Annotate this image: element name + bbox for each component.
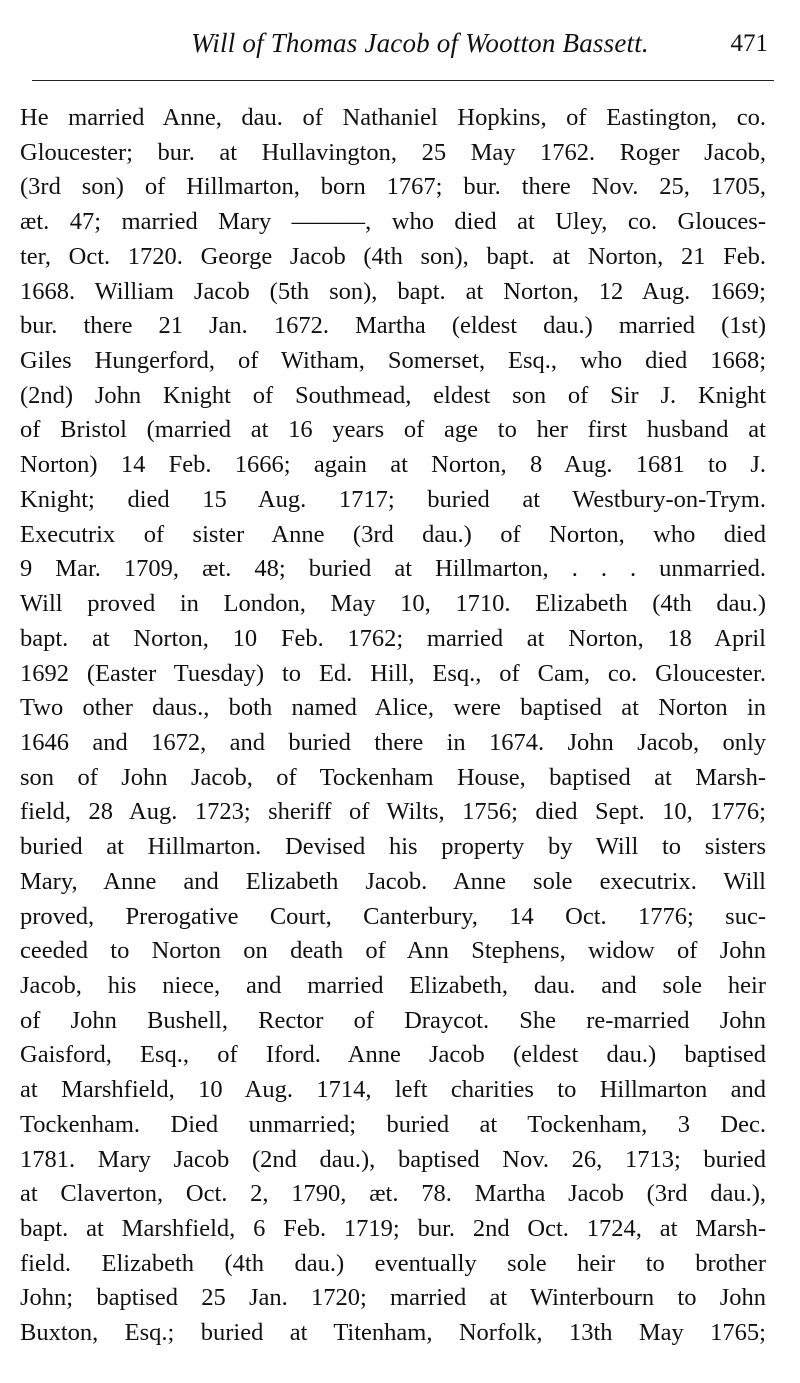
text-line: Giles Hungerford, of Witham, Somerset, Esq., who died 1668;: [20, 347, 766, 375]
running-head: [30, 22, 780, 66]
text-line: bur. there 21 Jan. 1672. Martha (eldest dau.) married (1st): [20, 312, 766, 340]
text-line: Jacob, his niece, and married Elizabeth, dau. and sole heir: [20, 971, 766, 999]
page-number: 471: [730, 30, 768, 57]
text-line: 9 Mar. 1709, æt. 48; buried at Hillmarton, . . . unmarried.: [20, 555, 766, 583]
text-line: Norton) 14 Feb. 1666; again at Norton, 8 Aug. 1681 to J.: [20, 451, 766, 479]
text-line: Mary, Anne and Elizabeth Jacob. Anne sole executrix. Will: [20, 867, 766, 895]
text-line: son of John Jacob, of Tockenham House, baptised at Marsh-: [20, 763, 766, 791]
text-line: Gloucester; bur. at Hullavington, 25 May 1762. Roger Jacob,: [20, 138, 766, 166]
text-line: Buxton, Esq.; buried at Titenham, Norfolk, 13th May 1765;: [20, 1319, 766, 1347]
text-line: ceeded to Norton on death of Ann Stephens, widow of John: [20, 937, 766, 965]
text-line: at Claverton, Oct. 2, 1790, æt. 78. Martha Jacob (3rd dau.),: [20, 1180, 766, 1208]
running-title: Will of Thomas Jacob of Wootton Bassett.: [191, 28, 649, 58]
text-line: bapt. at Norton, 10 Feb. 1762; married at Norton, 18 April: [20, 624, 766, 652]
text-line: Knight; died 15 Aug. 1717; buried at Westbury-on-Trym.: [20, 485, 766, 513]
text-line: (2nd) John Knight of Southmead, eldest son of Sir J. Knight: [20, 381, 766, 409]
text-line: 1692 (Easter Tuesday) to Ed. Hill, Esq., of Cam, co. Gloucester.: [20, 659, 766, 687]
text-line: at Marshfield, 10 Aug. 1714, left charities to Hillmarton and: [20, 1076, 766, 1104]
text-line: bapt. at Marshfield, 6 Feb. 1719; bur. 2nd Oct. 1724, at Marsh-: [20, 1215, 766, 1242]
text-line: ter, Oct. 1720. George Jacob (4th son), bapt. at Norton, 21 Feb.: [20, 242, 766, 270]
text-line: of John Bushell, Rector of Draycot. She re-married John: [20, 1006, 766, 1034]
text-line: Executrix of sister Anne (3rd dau.) of Norton, who died: [20, 520, 766, 548]
text-line: field, 28 Aug. 1723; sheriff of Wilts, 1756; died Sept. 10, 1776;: [20, 798, 766, 826]
text-line: He married Anne, dau. of Nathaniel Hopkins, of Eastington, co.: [20, 104, 766, 131]
body-text: [20, 101, 766, 1351]
text-line: 1781. Mary Jacob (2nd dau.), baptised Nov. 26, 1713; buried: [20, 1145, 766, 1173]
text-line: Two other daus., both named Alice, were baptised at Norton in: [20, 694, 766, 722]
text-line: buried at Hillmarton. Devised his property by Will to sisters: [20, 833, 766, 861]
text-line: 1646 and 1672, and buried there in 1674. John Jacob, only: [20, 728, 766, 756]
text-line: proved, Prerogative Court, Canterbury, 14 Oct. 1776; suc-: [20, 902, 766, 930]
text-line: (3rd son) of Hillmarton, born 1767; bur. there Nov. 25, 1705,: [20, 173, 766, 201]
text-line: æt. 47; married Mary ———, who died at Uley, co. Glouces-: [20, 208, 766, 236]
text-line: 1668. William Jacob (5th son), bapt. at Norton, 12 Aug. 1669;: [20, 277, 766, 305]
text-line: Gaisford, Esq., of Iford. Anne Jacob (eldest dau.) baptised: [20, 1041, 766, 1069]
text-line: John; baptised 25 Jan. 1720; married at Winterbourn to John: [20, 1284, 766, 1312]
text-line: Will proved in London, May 10, 1710. Elizabeth (4th dau.): [20, 590, 766, 618]
text-line: of Bristol (married at 16 years of age to her first husband at: [20, 416, 766, 444]
text-line: field. Elizabeth (4th dau.) eventually sole heir to brother: [20, 1249, 766, 1277]
header-rule: [32, 80, 774, 81]
text-line: Tockenham. Died unmarried; buried at Tockenham, 3 Dec.: [20, 1110, 766, 1138]
